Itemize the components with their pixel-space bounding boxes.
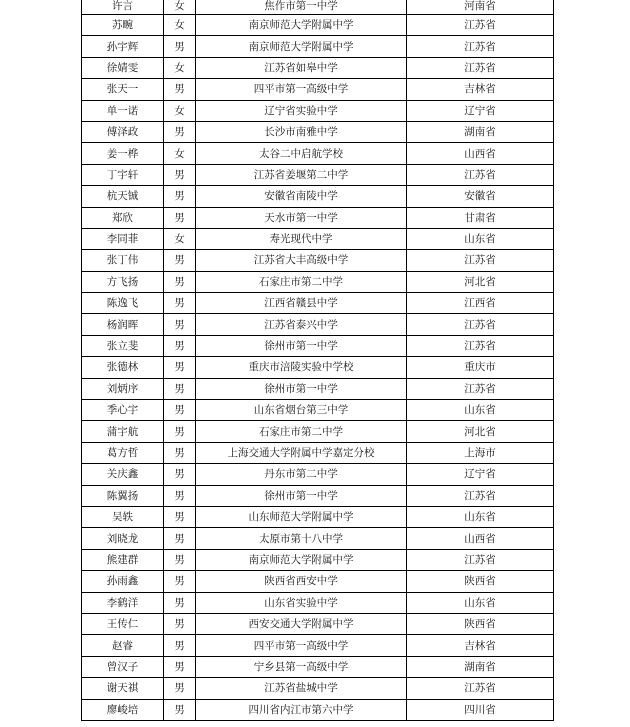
student-roster-table xyxy=(81,0,554,721)
student-gender: 男 xyxy=(164,378,196,399)
student-school: 长沙市南雅中学 xyxy=(196,121,407,142)
student-gender: 男 xyxy=(164,400,196,421)
student-school: 江苏省如皋中学 xyxy=(196,57,407,78)
student-gender: 男 xyxy=(164,592,196,613)
student-province: 河北省 xyxy=(407,421,554,442)
student-name: 徐婧雯 xyxy=(82,57,164,78)
student-school: 重庆市涪陵实验中学校 xyxy=(196,357,407,378)
student-school: 山东省实验中学 xyxy=(196,592,407,613)
student-school: 宁乡县第一高级中学 xyxy=(196,656,407,677)
student-name: 张丁伟 xyxy=(82,250,164,271)
student-school: 徐州市第一中学 xyxy=(196,485,407,506)
student-province: 山西省 xyxy=(407,143,554,164)
student-gender: 男 xyxy=(164,464,196,485)
student-gender: 男 xyxy=(164,293,196,314)
student-province: 江苏省 xyxy=(407,678,554,699)
student-gender: 男 xyxy=(164,656,196,677)
student-province: 吉林省 xyxy=(407,635,554,656)
student-gender: 男 xyxy=(164,421,196,442)
table-row xyxy=(82,613,554,634)
table-row xyxy=(82,335,554,356)
student-province: 湖南省 xyxy=(407,121,554,142)
student-gender: 男 xyxy=(164,314,196,335)
student-province: 江苏省 xyxy=(407,36,554,57)
table-row xyxy=(82,57,554,78)
student-province: 重庆市 xyxy=(407,357,554,378)
student-name: 张德林 xyxy=(82,357,164,378)
student-gender: 男 xyxy=(164,635,196,656)
student-school: 南京师范大学附属中学 xyxy=(196,549,407,570)
student-school: 西安交通大学附属中学 xyxy=(196,613,407,634)
student-gender: 男 xyxy=(164,699,196,720)
table-row xyxy=(82,400,554,421)
student-name: 杨润晖 xyxy=(82,314,164,335)
student-school: 安徽省南陵中学 xyxy=(196,186,407,207)
student-name: 关庆鑫 xyxy=(82,464,164,485)
student-gender: 男 xyxy=(164,549,196,570)
student-province: 江苏省 xyxy=(407,250,554,271)
student-province: 江西省 xyxy=(407,293,554,314)
student-province: 江苏省 xyxy=(407,549,554,570)
table-row xyxy=(82,271,554,292)
student-school: 江西省赣县中学 xyxy=(196,293,407,314)
student-name: 李同菲 xyxy=(82,228,164,249)
table-row xyxy=(82,79,554,100)
student-school: 山东师范大学附属中学 xyxy=(196,506,407,527)
student-name: 陈逸飞 xyxy=(82,293,164,314)
student-province: 江苏省 xyxy=(407,485,554,506)
student-name: 王传仁 xyxy=(82,613,164,634)
table-row xyxy=(82,100,554,121)
student-name: 苏畹 xyxy=(82,15,164,36)
student-gender: 男 xyxy=(164,528,196,549)
student-school: 南京师范大学附属中学 xyxy=(196,15,407,36)
student-school: 天水市第一中学 xyxy=(196,207,407,228)
student-gender: 男 xyxy=(164,613,196,634)
student-school: 江苏省泰兴中学 xyxy=(196,314,407,335)
table-row xyxy=(82,699,554,720)
student-name: 许言 xyxy=(82,0,164,15)
student-gender: 男 xyxy=(164,121,196,142)
table-row xyxy=(82,357,554,378)
table-row xyxy=(82,121,554,142)
student-name: 方飞扬 xyxy=(82,271,164,292)
student-gender: 男 xyxy=(164,571,196,592)
student-name: 葛方哲 xyxy=(82,442,164,463)
student-province: 山东省 xyxy=(407,506,554,527)
student-gender: 男 xyxy=(164,485,196,506)
student-province: 江苏省 xyxy=(407,314,554,335)
student-province: 江苏省 xyxy=(407,15,554,36)
student-school: 石家庄市第二中学 xyxy=(196,271,407,292)
student-school: 焦作市第一中学 xyxy=(196,0,407,15)
student-province: 江苏省 xyxy=(407,164,554,185)
student-name: 谢天祺 xyxy=(82,678,164,699)
student-province: 四川省 xyxy=(407,699,554,720)
student-name: 陈翼扬 xyxy=(82,485,164,506)
student-gender: 女 xyxy=(164,15,196,36)
student-name: 郑欣 xyxy=(82,207,164,228)
student-gender: 男 xyxy=(164,250,196,271)
student-gender: 男 xyxy=(164,79,196,100)
table-row xyxy=(82,207,554,228)
student-name: 李鹤洋 xyxy=(82,592,164,613)
student-name: 赵睿 xyxy=(82,635,164,656)
table-row xyxy=(82,164,554,185)
table-row xyxy=(82,571,554,592)
student-province: 河南省 xyxy=(407,0,554,15)
student-gender: 男 xyxy=(164,335,196,356)
student-gender: 男 xyxy=(164,164,196,185)
table-row xyxy=(82,15,554,36)
student-name: 张天一 xyxy=(82,79,164,100)
student-name: 季心宇 xyxy=(82,400,164,421)
table-row xyxy=(82,678,554,699)
table-row xyxy=(82,464,554,485)
student-school: 山东省烟台第三中学 xyxy=(196,400,407,421)
student-gender: 男 xyxy=(164,442,196,463)
student-name: 丁宇轩 xyxy=(82,164,164,185)
student-province: 河北省 xyxy=(407,271,554,292)
student-school: 太谷二中启航学校 xyxy=(196,143,407,164)
student-name: 孙宇辉 xyxy=(82,36,164,57)
student-province: 江苏省 xyxy=(407,378,554,399)
table-row xyxy=(82,635,554,656)
student-school: 上海交通大学附属中学嘉定分校 xyxy=(196,442,407,463)
student-province: 山西省 xyxy=(407,528,554,549)
student-name: 曾汉子 xyxy=(82,656,164,677)
student-province: 湖南省 xyxy=(407,656,554,677)
table-row xyxy=(82,378,554,399)
student-province: 陕西省 xyxy=(407,571,554,592)
table-row xyxy=(82,656,554,677)
table-row xyxy=(82,293,554,314)
student-gender: 女 xyxy=(164,228,196,249)
student-province: 陕西省 xyxy=(407,613,554,634)
student-gender: 女 xyxy=(164,57,196,78)
table-row xyxy=(82,442,554,463)
student-gender: 男 xyxy=(164,678,196,699)
student-gender: 女 xyxy=(164,143,196,164)
student-name: 傅泽政 xyxy=(82,121,164,142)
student-school: 陕西省西安中学 xyxy=(196,571,407,592)
student-gender: 男 xyxy=(164,506,196,527)
student-province: 甘肃省 xyxy=(407,207,554,228)
student-gender: 男 xyxy=(164,186,196,207)
table-row xyxy=(82,421,554,442)
student-school: 徐州市第一中学 xyxy=(196,378,407,399)
table-row xyxy=(82,528,554,549)
table-row xyxy=(82,250,554,271)
student-province: 安徽省 xyxy=(407,186,554,207)
student-gender: 男 xyxy=(164,207,196,228)
student-gender: 男 xyxy=(164,271,196,292)
student-name: 吴轶 xyxy=(82,506,164,527)
student-province: 辽宁省 xyxy=(407,464,554,485)
student-school: 江苏省大丰高级中学 xyxy=(196,250,407,271)
table-row xyxy=(82,186,554,207)
student-province: 山东省 xyxy=(407,400,554,421)
student-school: 辽宁省实验中学 xyxy=(196,100,407,121)
student-school: 太原市第十八中学 xyxy=(196,528,407,549)
table-row xyxy=(82,549,554,570)
student-roster-sheet xyxy=(81,0,553,721)
student-name: 刘晓龙 xyxy=(82,528,164,549)
student-province: 上海市 xyxy=(407,442,554,463)
student-school: 四平市第一高级中学 xyxy=(196,635,407,656)
student-school: 江苏省盐城中学 xyxy=(196,678,407,699)
table-row xyxy=(82,485,554,506)
student-name: 熊建群 xyxy=(82,549,164,570)
student-province: 山东省 xyxy=(407,228,554,249)
student-school: 江苏省姜堰第二中学 xyxy=(196,164,407,185)
student-gender: 女 xyxy=(164,0,196,15)
student-school: 石家庄市第二中学 xyxy=(196,421,407,442)
student-gender: 男 xyxy=(164,36,196,57)
student-school: 寿光现代中学 xyxy=(196,228,407,249)
student-gender: 女 xyxy=(164,100,196,121)
student-name: 刘炳序 xyxy=(82,378,164,399)
table-row xyxy=(82,592,554,613)
table-row xyxy=(82,36,554,57)
student-name: 单一诺 xyxy=(82,100,164,121)
student-province: 山东省 xyxy=(407,592,554,613)
student-name: 廖峻培 xyxy=(82,699,164,720)
table-row xyxy=(82,0,554,15)
table-row xyxy=(82,143,554,164)
student-school: 南京师范大学附属中学 xyxy=(196,36,407,57)
student-province: 江苏省 xyxy=(407,57,554,78)
student-province: 辽宁省 xyxy=(407,100,554,121)
student-school: 四平市第一高级中学 xyxy=(196,79,407,100)
student-name: 姜一桦 xyxy=(82,143,164,164)
student-school: 四川省内江市第六中学 xyxy=(196,699,407,720)
student-province: 江苏省 xyxy=(407,335,554,356)
table-row xyxy=(82,506,554,527)
student-school: 丹东市第二中学 xyxy=(196,464,407,485)
student-name: 蒲宇航 xyxy=(82,421,164,442)
student-name: 孙雨鑫 xyxy=(82,571,164,592)
student-school: 徐州市第一中学 xyxy=(196,335,407,356)
student-name: 张立斐 xyxy=(82,335,164,356)
student-gender: 男 xyxy=(164,357,196,378)
table-row xyxy=(82,314,554,335)
table-row xyxy=(82,228,554,249)
student-province: 吉林省 xyxy=(407,79,554,100)
student-name: 杭天铖 xyxy=(82,186,164,207)
